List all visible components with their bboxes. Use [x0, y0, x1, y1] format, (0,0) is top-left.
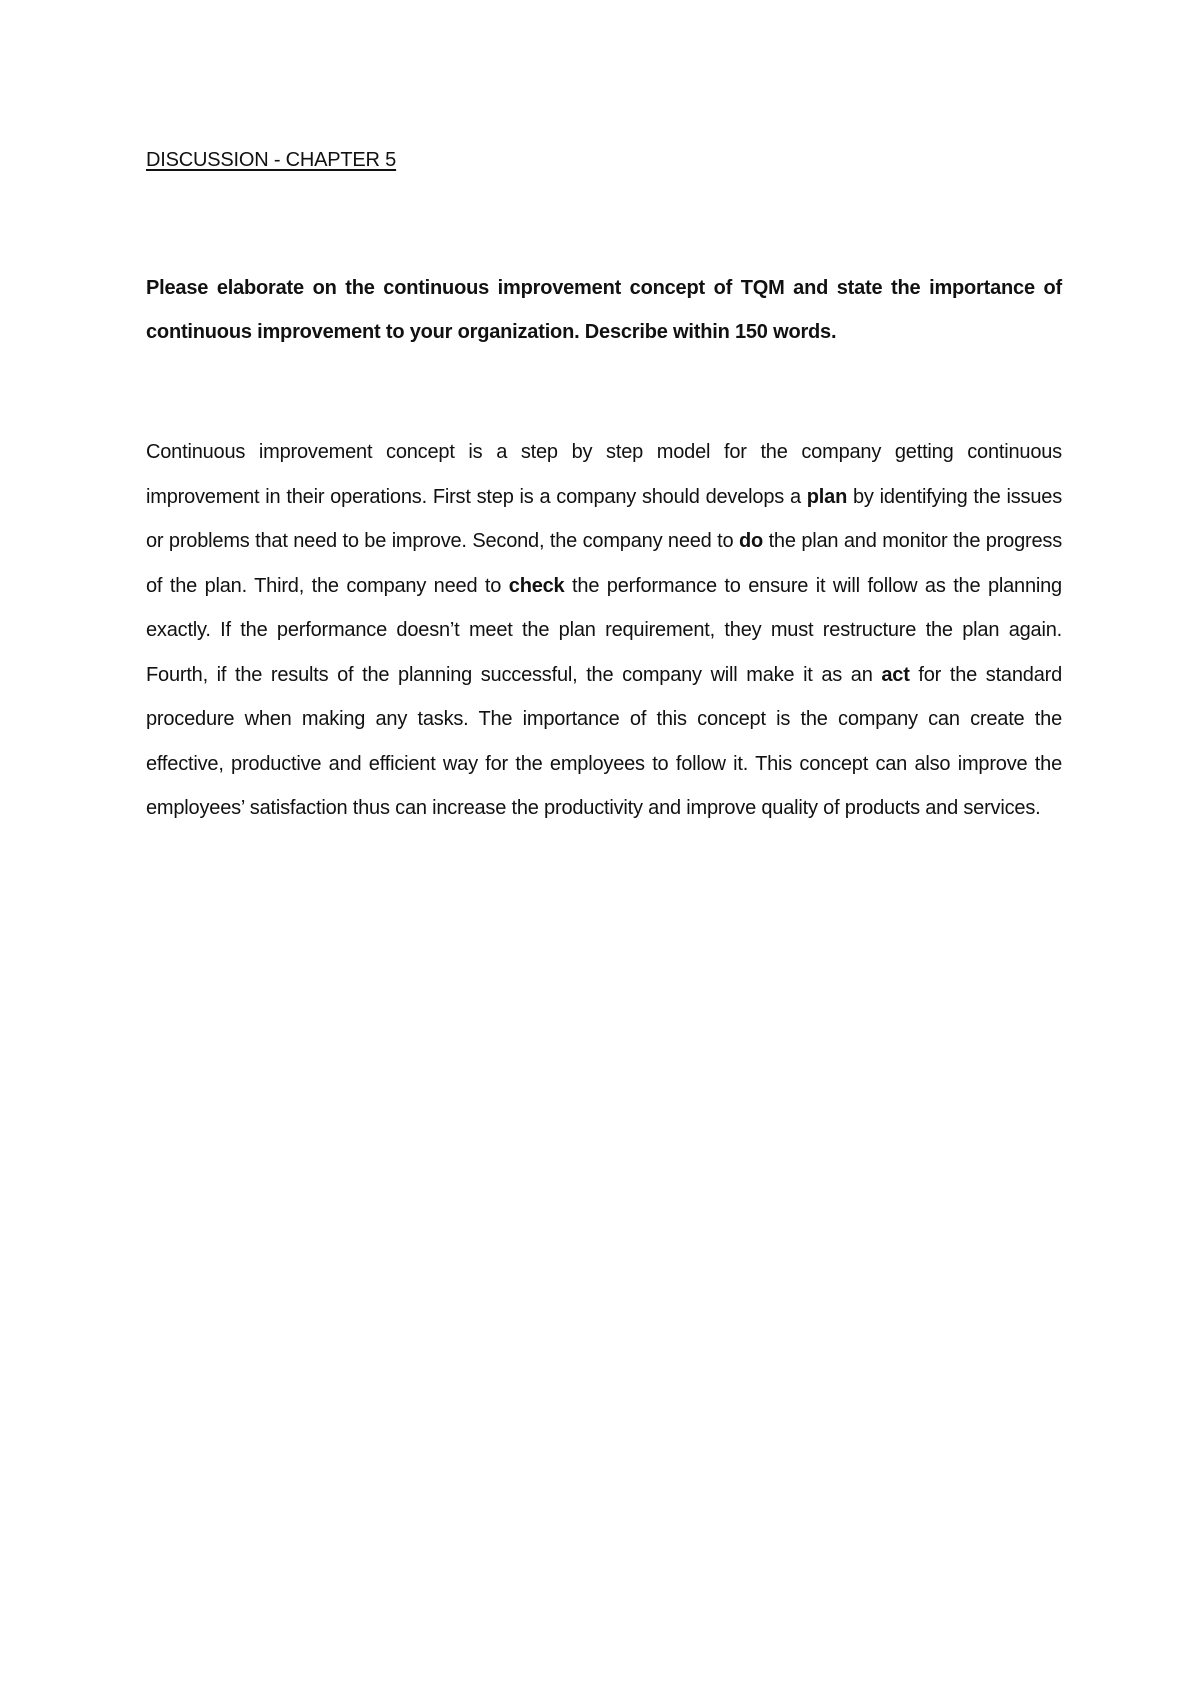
answer-text: by identifying the issues or problems that need to be improve. Second, the company need to	[146, 485, 1062, 552]
keyword-plan: plan	[806, 485, 848, 508]
keyword-do: do	[738, 530, 764, 552]
document-body	[146, 146, 1062, 831]
answer-text: for the standard procedure when making any tasks. The importance of this concept is the company can create the effective, productive and efficient way for the employees to follow it. This concept can also improve the employees’ satisfaction thus can increase the productivity and improve quality of products and services.	[146, 663, 1062, 819]
keyword-act: act	[881, 663, 910, 686]
question-paragraph: Please elaborate on the continuous improvement concept of TQM and state the importance of continuous improvement to your organization. Describe within 150 words.	[146, 277, 1062, 343]
answer-text: Continuous improvement concept is a step by step model for the company getting continuous improvement in their operations. First step is a company should develops a	[146, 441, 1062, 508]
answer-text: the performance to ensure it will follow as the planning exactly. If the performance doesn’t meet the plan requirement, they must restructure the plan again. Fourth, if the results of the planning successful, the company will make it as an	[146, 574, 1062, 686]
keyword-check: check	[508, 574, 565, 597]
answer-text: the plan and monitor the progress of the plan. Third, the company need to	[146, 530, 1062, 597]
page-title: DISCUSSION - CHAPTER 5	[146, 149, 397, 171]
answer-paragraph	[146, 430, 1062, 831]
